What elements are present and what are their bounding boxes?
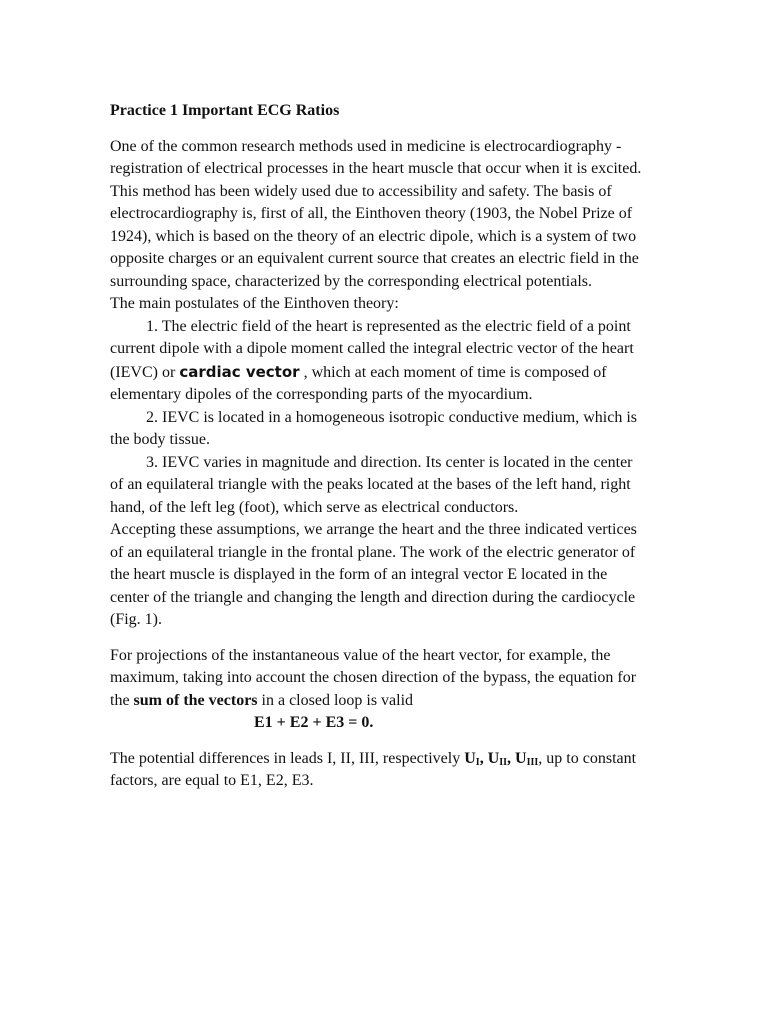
text-line: the body tissue. — [110, 431, 210, 448]
text-line: maximum, taking into account the chosen direction of the bypass, the equation for — [110, 669, 637, 686]
text-line: hand, of the left leg (foot), which serve as electrical conductors. — [110, 498, 519, 516]
paragraph-gap — [110, 735, 720, 748]
text-line: (Fig. 1). — [110, 611, 162, 628]
text-line: registration of electrical processes in the heart muscle that occur when it is excited. — [110, 160, 642, 177]
text-line: 1924), which is based on the theory of an electric dipole, which is a system of two — [110, 227, 637, 245]
projection-paragraph — [110, 645, 720, 735]
text-line: 3. IEVC varies in magnitude and direction. Its center is located in the center — [146, 453, 633, 471]
document-page — [110, 100, 720, 793]
text-line — [110, 690, 720, 713]
separator: , — [479, 749, 488, 767]
text-line: One of the common research methods used in medicine is electrocardiography - — [110, 137, 622, 155]
lead-voltage-2: $U_{II}$ — [487, 749, 508, 768]
cardiac-vector-term: cardiac vector — [179, 362, 300, 381]
text-segment: , up to constant — [538, 749, 637, 767]
text-line: center of the triangle and changing the length and direction during the cardiocycle — [110, 588, 636, 606]
text-line: The main postulates of the Einthoven theory: — [110, 295, 399, 312]
intro-paragraph — [110, 136, 720, 316]
text-line — [110, 748, 720, 771]
lead-voltage-1: $U_I$ — [464, 749, 480, 768]
postulate-3 — [110, 452, 720, 520]
paragraph-gap — [110, 632, 720, 645]
text-line: For projections of the instantaneous value of the heart vector, for example, the — [110, 646, 611, 664]
document-title: Practice 1 Important ECG Ratios — [110, 102, 340, 119]
text-line: the heart muscle is displayed in the form of an integral vector E located in the — [110, 566, 608, 583]
text-line: of an equilateral triangle with the peaks located at the bases of the left hand, right — [110, 476, 631, 493]
lead-voltage-3: $U_{III}$ — [515, 749, 539, 768]
potential-paragraph — [110, 748, 720, 793]
postulate-1 — [110, 316, 720, 407]
text-line: Accepting these assumptions, we arrange the heart and the three indicated vertices — [110, 521, 637, 538]
text-line: 2. IEVC is located in a homogeneous isotropic conductive medium, which is — [146, 408, 638, 426]
text-line: of an equilateral triangle in the frontal plane. The work of the electric generator of — [110, 543, 636, 561]
text-segment: (IEVC) or — [110, 363, 180, 381]
text-line: elementary dipoles of the corresponding parts of the myocardium. — [110, 386, 533, 403]
postulate-2 — [110, 407, 720, 452]
text-segment: in a closed loop is valid — [257, 691, 414, 709]
text-line: current dipole with a dipole moment called the integral electric vector of the heart — [110, 340, 634, 357]
text-segment: the — [110, 691, 134, 709]
text-line: This method has been widely used due to accessibility and safety. The basis of — [110, 182, 612, 200]
vector-sum-equation: E1 + E2 + E3 = 0. — [254, 714, 374, 731]
sum-of-vectors-term: sum of the vectors — [133, 691, 258, 709]
text-line — [110, 361, 720, 385]
text-line: surrounding space, characterized by the corresponding electrical potentials. — [110, 272, 593, 290]
text-segment: , which at each moment of time is composed of — [299, 363, 607, 381]
text-segment: The potential differences in leads I, II, III, respectively — [110, 749, 465, 767]
assumption-paragraph — [110, 519, 720, 632]
text-line: factors, are equal to E1, E2, E3. — [110, 772, 314, 789]
text-line: electrocardiography is, first of all, the Einthoven theory (1903, the Nobel Prize of — [110, 205, 633, 222]
text-line: opposite charges or an equivalent current source that creates an electric field in the — [110, 250, 639, 267]
text-line: 1. The electric field of the heart is represented as the electric field of a point — [146, 317, 631, 335]
separator: , — [507, 749, 516, 767]
